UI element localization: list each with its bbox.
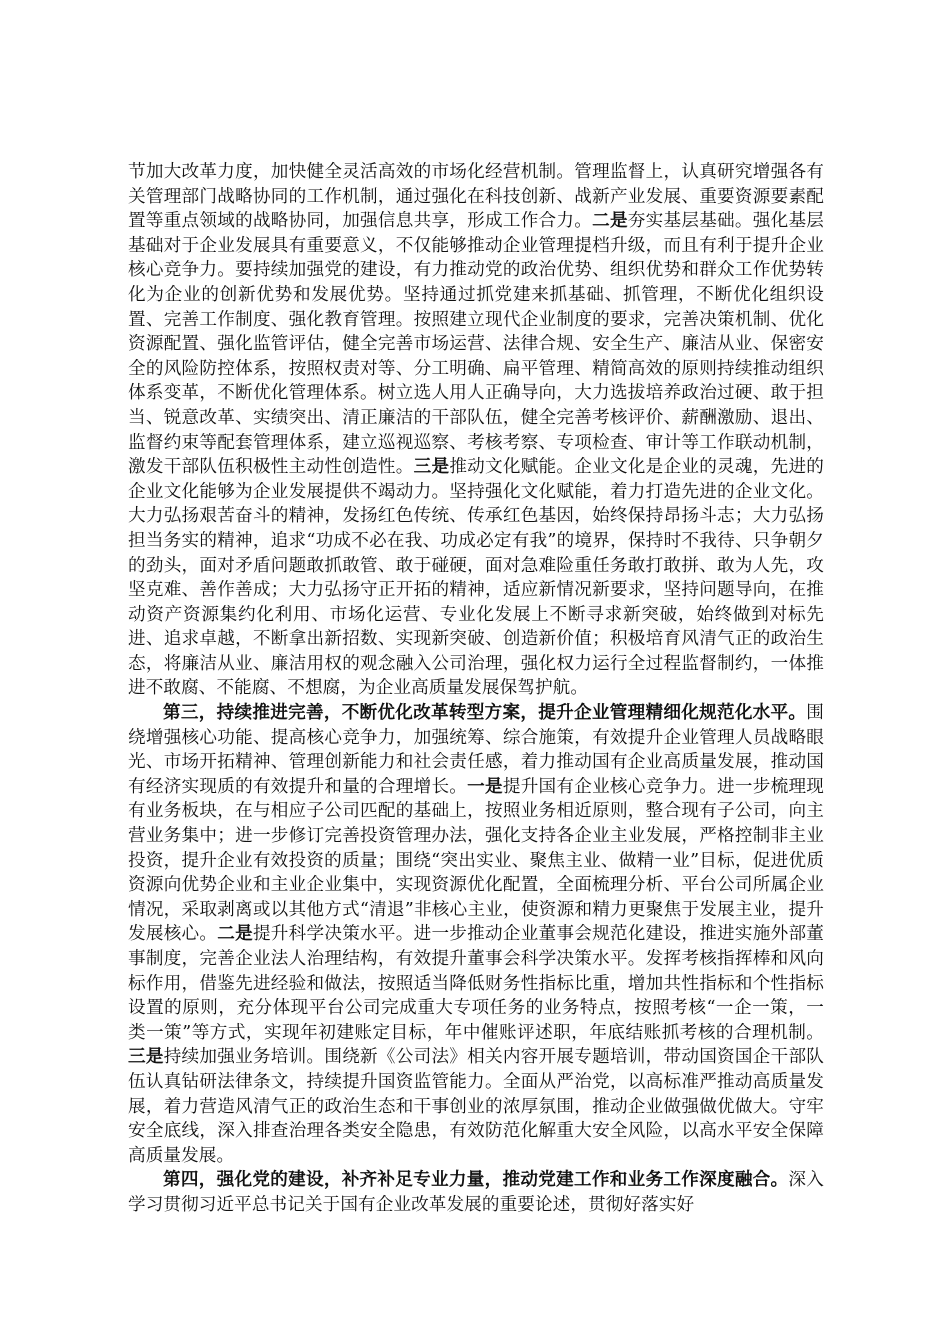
bold-marker: 三是 (413, 456, 450, 478)
text-segment: 持续加强业务培训。围绕新《公司法》相关内容开展专题培训，带动国资国企干部队伍认真钻研法律条文，持续提升国资监管能力。全面从严治党，以高标准严推动高质量发展，着力营造风清气正的政治生态和干事创业的浓厚氛围，推动企业做强做优做大。守牢安全底线，深入排查治理各类安全隐患，有效防范化解重大安全风险，以高水平安全保障高质量发展。 (128, 1047, 824, 1166)
paragraph-reform-continued (128, 160, 824, 701)
section-heading: 第三，持续推进完善，不断优化改革转型方案，提升企业管理精细化规范化水平。 (163, 702, 807, 724)
bold-marker: 二是 (592, 210, 628, 232)
text-segment: 节加大改革力度，加快健全灵活高效的市场化经营机制。管理监督上，认真研究增强各有关管理部门战略协同的工作机制，通过强化在科技创新、战新产业发展、重要资源要素配置等重点领域的战略协同，加强信息共享，形成工作合力。 (128, 162, 824, 232)
paragraph-fourth-point (128, 1168, 824, 1217)
text-segment: 夯实基层基础。强化基层基础对于企业发展具有重要意义，不仅能够推动企业管理提档升级，而且有利于提升企业核心竞争力。要持续加强党的建设，有力推动党的政治优势、组织优势和群众工作优势转化为企业的创新优势和发展优势。坚持通过抓党建来抓基础、抓管理，不断优化组织设置、完善工作制度、强化教育管理。按照建立现代企业制度的要求，完善决策机制、优化资源配置、强化监管评估，健全完善市场运营、法律合规、安全生产、廉洁从业、保密安全的风险防控体系，按照权责对等、分工明确、扁平管理、精简高效的原则持续推动组织体系变革，不断优化管理体系。树立选人用人正确导向，大力选拔培养政治过硬、敢于担当、锐意改革、实绩突出、清正廉洁的干部队伍，健全完善考核评价、薪酬激励、退出、监督约束等配套管理体系，建立巡视巡察、考核考察、专项检查、审计等工作联动机制，激发干部队伍积极性主动性创造性。 (128, 211, 824, 478)
text-segment: 提升国有企业核心竞争力。进一步梳理现有业务板块，在与相应子公司匹配的基础上，按照业务相近原则，整合现有子公司，向主营业务集中；进一步修订完善投资管理办法，强化支持各企业主业发展，严格控制非主业投资，提升企业有效投资的质量；围绕“突出实业、聚焦主业、做精一业”目标，促进优质资源向优势企业和主业企业集中，实现资源优化配置，全面梳理分析、平台公司所属企业情况，采取剥离或以其他方式“清退”非核心主业，使资源和精力更聚焦于发展主业，提升发展核心。 (128, 776, 824, 945)
section-heading: 第四，强化党的建设，补齐补足专业力量，推动党建工作和业务工作深度融合。 (163, 1169, 789, 1191)
bold-marker: 三是 (128, 1046, 164, 1068)
text-segment: 推动文化赋能。企业文化是企业的灵魂，先进的企业文化能够为企业发展提供不竭动力。坚持强化文化赋能，着力打造先进的企业文化。大力弘扬艰苦奋斗的精神，发扬红色传统、传承红色基因，始终保持昂扬斗志；大力弘扬担当务实的精神，追求“功成不必在我、功成必定有我”的境界，保持时不我待、只争朝夕的劲头，面对矛盾问题敢抓敢管、敢于碰硬，面对急难险重任务敢打敢拼、敢为人先，攻坚克难、善作善成；大力弘扬守正开拓的精神，适应新情况新要求，坚持问题导向，在推动资产资源集约化利用、市场化运营、专业化发展上不断寻求新突破，始终做到对标先进、追求卓越，不断拿出新招数、实现新突破、创造新价值；积极培育风清气正的政治生态，将廉洁从业、廉洁用权的观念融入公司治理，强化权力运行全过程监督制约，一体推进不敢腐、不能腐、不想腐，为企业高质量发展保驾护航。 (128, 457, 825, 699)
bold-marker: 一是 (467, 775, 503, 797)
paragraph-third-point (128, 701, 824, 1168)
document-page (128, 160, 824, 1218)
text-segment: 提升科学决策水平。进一步推动企业董事会规范化建设，推进实施外部董事制度，完善企业法人治理结构，有效提升董事会科学决策水平。发挥考核指挥棒和风向标作用，借鉴先进经验和做法，按照适当降低财务性指标比重，增加共性指标和个性指标设置的原则，充分体现平台公司完成重大专项任务的业务特点，按照考核“一企一策，一类一策”等方式，实现年初建账定目标，年中催账评述职，年底结账抓考核的合理机制。 (128, 924, 824, 1043)
text-segment: 深入学习贯彻习近平总书记关于国有企业改革发展的重要论述，贯彻好落实好 (128, 1170, 824, 1215)
text-segment: 围绕增强核心功能、提高核心竞争力，加强统筹、综合施策，有效提升企业管理人员战略眼光、市场开拓精神、管理创新能力和社会责任感，着力推动国有企业高质量发展，推动国有经济实现质的有效提升和量的合理增长。 (128, 703, 824, 797)
bold-marker: 二是 (217, 923, 253, 945)
